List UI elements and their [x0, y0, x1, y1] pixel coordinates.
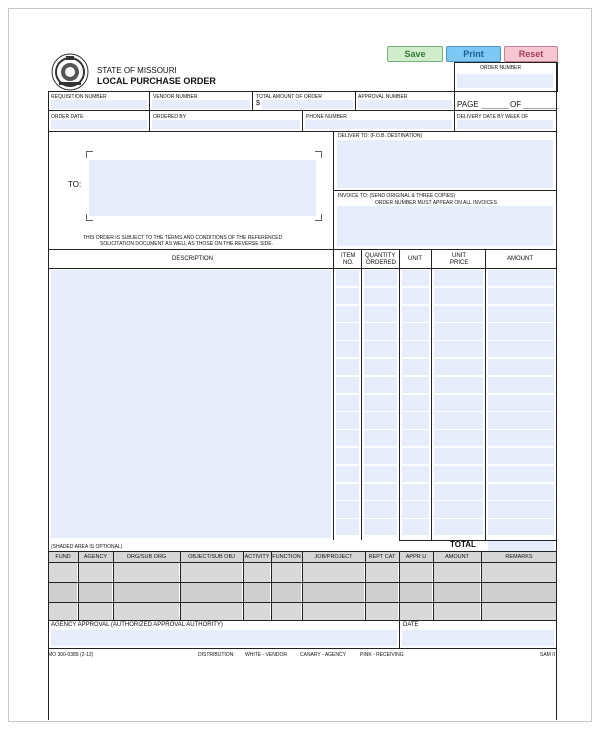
quantity-field[interactable] — [364, 377, 397, 394]
total-amount-field[interactable] — [262, 100, 353, 109]
state-seal-icon — [51, 53, 89, 91]
quantity-field[interactable] — [364, 270, 397, 287]
unit-field[interactable] — [402, 270, 429, 287]
acct-field-fund[interactable] — [49, 603, 77, 620]
invoice-note: ORDER NUMBER MUST APPEAR ON ALL INVOICES — [375, 200, 497, 206]
agency-approval-field[interactable] — [51, 630, 397, 646]
item-no-field[interactable] — [336, 288, 359, 305]
quantity-field[interactable] — [364, 359, 397, 376]
unit-price-field[interactable] — [434, 466, 483, 483]
quantity-field[interactable] — [364, 448, 397, 465]
acct-field-activity[interactable] — [244, 603, 270, 620]
acct-field-remarks[interactable] — [482, 603, 556, 620]
amount-field[interactable] — [488, 359, 554, 376]
quantity-field[interactable] — [364, 395, 397, 412]
subject-terms-line1: THIS ORDER IS SUBJECT TO THE TERMS AND CONDITIONS OF THE REFERENCED — [83, 235, 283, 241]
ordered-by-label: ORDERED BY — [153, 114, 187, 120]
acct-field-agency[interactable] — [79, 563, 112, 582]
acct-field-amount[interactable] — [434, 603, 480, 620]
amount-field[interactable] — [488, 448, 554, 465]
acct-field-org-sub-org[interactable] — [114, 583, 179, 602]
item-no-field[interactable] — [336, 412, 359, 429]
acct-field-job-project[interactable] — [303, 583, 364, 602]
amount-field[interactable] — [488, 501, 554, 518]
unit-price-field[interactable] — [434, 306, 483, 323]
delivery-date-field[interactable] — [457, 120, 553, 129]
form-number: MO 300-0389 (2-12) — [48, 652, 94, 658]
acct-field-agency[interactable] — [79, 583, 112, 602]
acct-header-object-sub-obj: OBJECT/SUB OBJ — [188, 554, 235, 560]
distribution-pink: PINK - RECEIVING — [360, 652, 404, 658]
total-amount-label: TOTAL AMOUNT OF ORDER — [256, 94, 322, 100]
unit-price-field[interactable] — [434, 323, 483, 340]
item-no-header-2: NO. — [343, 260, 354, 266]
item-no-field[interactable] — [336, 448, 359, 465]
vendor-number-label: VENDOR NUMBER — [153, 94, 198, 100]
item-no-field[interactable] — [336, 359, 359, 376]
amount-field[interactable] — [488, 377, 554, 394]
order-date-field[interactable] — [51, 120, 147, 129]
acct-field-activity[interactable] — [244, 563, 270, 582]
distribution-canary: CANARY - AGENCY — [300, 652, 346, 658]
quantity-field[interactable] — [364, 519, 397, 536]
unit-field[interactable] — [402, 341, 429, 358]
unit-header: UNIT — [408, 256, 422, 262]
unit-field[interactable] — [402, 501, 429, 518]
acct-header-fund: FUND — [55, 554, 71, 560]
item-no-field[interactable] — [336, 466, 359, 483]
of-label: OF — [510, 100, 522, 109]
amount-field[interactable] — [488, 270, 554, 287]
amount-field[interactable] — [488, 341, 554, 358]
unit-field[interactable] — [402, 430, 429, 447]
order-number-field[interactable] — [457, 74, 553, 88]
acct-field-job-project[interactable] — [303, 563, 364, 582]
acct-field-function[interactable] — [272, 583, 301, 602]
acct-field-job-project[interactable] — [303, 603, 364, 620]
item-no-field[interactable] — [336, 395, 359, 412]
state-name: STATE OF MISSOURI — [97, 66, 177, 75]
date-label: DATE — [403, 622, 419, 628]
unit-field[interactable] — [402, 412, 429, 429]
distribution-white: WHITE - VENDOR — [245, 652, 287, 658]
item-no-field[interactable] — [336, 270, 359, 287]
amount-field[interactable] — [488, 412, 554, 429]
of-line[interactable]: ________ — [523, 100, 559, 109]
unit-field[interactable] — [402, 395, 429, 412]
acct-field-appr-u[interactable] — [400, 603, 432, 620]
to-label: TO: — [68, 180, 82, 189]
unit-price-field[interactable] — [434, 270, 483, 287]
requisition-number-label: REQUISITION NUMBER — [51, 94, 107, 100]
item-no-field[interactable] — [336, 501, 359, 518]
ordered-by-field[interactable] — [152, 120, 300, 129]
acct-field-fund[interactable] — [49, 563, 77, 582]
quantity-field[interactable] — [364, 501, 397, 518]
acct-header-function: FUNCTION — [272, 554, 301, 560]
quantity-field[interactable] — [364, 466, 397, 483]
form-code: SAM II — [540, 652, 556, 658]
unit-field[interactable] — [402, 484, 429, 501]
unit-price-field[interactable] — [434, 430, 483, 447]
item-no-field[interactable] — [336, 341, 359, 358]
acct-header-amount: AMOUNT — [445, 554, 469, 560]
delivery-date-label: DELIVERY DATE BY WEEK OF — [457, 114, 529, 120]
total-field[interactable] — [488, 541, 554, 551]
unit-price-field[interactable] — [434, 448, 483, 465]
order-date-label: ORDER DATE — [51, 114, 84, 120]
acct-field-remarks[interactable] — [482, 563, 556, 582]
acct-field-object-sub-obj[interactable] — [181, 583, 242, 602]
distribution-label: DISTRIBUTION: — [198, 652, 235, 658]
quantity-field[interactable] — [364, 306, 397, 323]
item-no-header-1: ITEM — [341, 253, 356, 259]
item-no-field[interactable] — [336, 484, 359, 501]
acct-field-org-sub-org[interactable] — [114, 603, 179, 620]
amount-field[interactable] — [488, 519, 554, 536]
item-no-field[interactable] — [336, 377, 359, 394]
unit-field[interactable] — [402, 448, 429, 465]
phone-number-label: PHONE NUMBER — [306, 114, 347, 120]
unit-field[interactable] — [402, 466, 429, 483]
item-no-field[interactable] — [336, 430, 359, 447]
amount-field[interactable] — [488, 288, 554, 305]
description-header: DESCRIPTION — [172, 256, 214, 262]
unit-field[interactable] — [402, 519, 429, 536]
acct-field-rept-cat[interactable] — [366, 603, 398, 620]
save-button[interactable]: Save — [387, 46, 443, 62]
unit-field[interactable] — [402, 359, 429, 376]
acct-field-org-sub-org[interactable] — [114, 563, 179, 582]
unit-price-field[interactable] — [434, 519, 483, 536]
shaded-note: (SHADED AREA IS OPTIONAL) — [51, 544, 123, 550]
acct-header-agency: AGENCY — [83, 554, 108, 560]
invoice-to-label: INVOICE TO: (SEND ORIGINAL & THREE COPIES) — [338, 193, 456, 199]
subject-terms-line2: SOLICITATION DOCUMENT AS WELL AS THOSE ON THE REVERSE SIDE. — [100, 241, 274, 247]
unit-price-field[interactable] — [434, 412, 483, 429]
quantity-field[interactable] — [364, 430, 397, 447]
quantity-field[interactable] — [364, 341, 397, 358]
unit-field[interactable] — [402, 377, 429, 394]
unit-price-field[interactable] — [434, 288, 483, 305]
acct-field-remarks[interactable] — [482, 583, 556, 602]
unit-price-field[interactable] — [434, 484, 483, 501]
vendor-number-field[interactable] — [152, 100, 250, 109]
page-line[interactable]: ______ — [482, 100, 509, 109]
acct-field-amount[interactable] — [434, 563, 480, 582]
quantity-field[interactable] — [364, 288, 397, 305]
acct-field-rept-cat[interactable] — [366, 563, 398, 582]
unit-price-field[interactable] — [434, 395, 483, 412]
unit-price-field[interactable] — [434, 359, 483, 376]
unit-field[interactable] — [402, 323, 429, 340]
approval-date-field[interactable] — [402, 630, 554, 646]
unit-price-field[interactable] — [434, 501, 483, 518]
acct-field-fund[interactable] — [49, 583, 77, 602]
unit-price-field[interactable] — [434, 341, 483, 358]
acct-header-job-project: JOB/PROJECT — [314, 554, 353, 560]
amount-field[interactable] — [488, 306, 554, 323]
acct-field-appr-u[interactable] — [400, 583, 432, 602]
acct-field-amount[interactable] — [434, 583, 480, 602]
acct-header-org-sub-org: ORG/SUB ORG — [126, 554, 167, 560]
unit-field[interactable] — [402, 288, 429, 305]
acct-field-function[interactable] — [272, 563, 301, 582]
acct-field-rept-cat[interactable] — [366, 583, 398, 602]
acct-header-remarks: REMARKS — [505, 554, 533, 560]
print-button[interactable]: Print — [446, 46, 501, 62]
unit-price-header-1: UNIT — [452, 253, 466, 259]
approval-number-field[interactable] — [358, 100, 452, 109]
acct-field-object-sub-obj[interactable] — [181, 563, 242, 582]
quantity-field[interactable] — [364, 412, 397, 429]
item-no-field[interactable] — [336, 323, 359, 340]
requisition-number-field[interactable] — [51, 100, 147, 109]
acct-field-activity[interactable] — [244, 583, 270, 602]
form-title: LOCAL PURCHASE ORDER — [97, 76, 216, 86]
amount-field[interactable] — [488, 395, 554, 412]
deliver-to-label: DELIVER TO: (F.O.B. DESTINATION) — [338, 133, 423, 139]
acct-field-agency[interactable] — [79, 603, 112, 620]
reset-button[interactable]: Reset — [504, 46, 558, 62]
acct-header-rept-cat: REPT CAT — [368, 554, 396, 560]
acct-header-appr-u: APPR U — [405, 554, 427, 560]
quantity-field[interactable] — [364, 484, 397, 501]
item-no-field[interactable] — [336, 306, 359, 323]
acct-field-function[interactable] — [272, 603, 301, 620]
acct-field-object-sub-obj[interactable] — [181, 603, 242, 620]
approval-number-label: APPROVAL NUMBER — [358, 94, 408, 100]
order-number-label: ORDER NUMBER — [480, 65, 522, 71]
description-field[interactable] — [51, 270, 331, 538]
unit-price-header-2: PRICE — [450, 260, 469, 266]
acct-header-activity: ACTIVITY — [244, 554, 270, 560]
quantity-header-2: ORDERED — [366, 260, 397, 266]
dollar-sign: $ — [256, 100, 260, 107]
amount-header: AMOUNT — [507, 256, 533, 262]
vendor-address-field[interactable] — [89, 160, 316, 216]
quantity-header-1: QUANTITY — [365, 253, 396, 259]
unit-field[interactable] — [402, 306, 429, 323]
amount-field[interactable] — [488, 430, 554, 447]
amount-field[interactable] — [488, 466, 554, 483]
deliver-to-field[interactable] — [337, 140, 553, 188]
unit-price-field[interactable] — [434, 377, 483, 394]
invoice-to-field[interactable] — [337, 206, 553, 246]
acct-field-appr-u[interactable] — [400, 563, 432, 582]
quantity-field[interactable] — [364, 323, 397, 340]
page-label: PAGE — [457, 100, 479, 109]
amount-field[interactable] — [488, 484, 554, 501]
item-no-field[interactable] — [336, 519, 359, 536]
total-label: TOTAL — [450, 540, 476, 549]
agency-approval-label: AGENCY APPROVAL (AUTHORIZED APPROVAL AUTHORITY) — [51, 622, 223, 628]
amount-field[interactable] — [488, 323, 554, 340]
phone-number-field[interactable] — [305, 120, 452, 129]
